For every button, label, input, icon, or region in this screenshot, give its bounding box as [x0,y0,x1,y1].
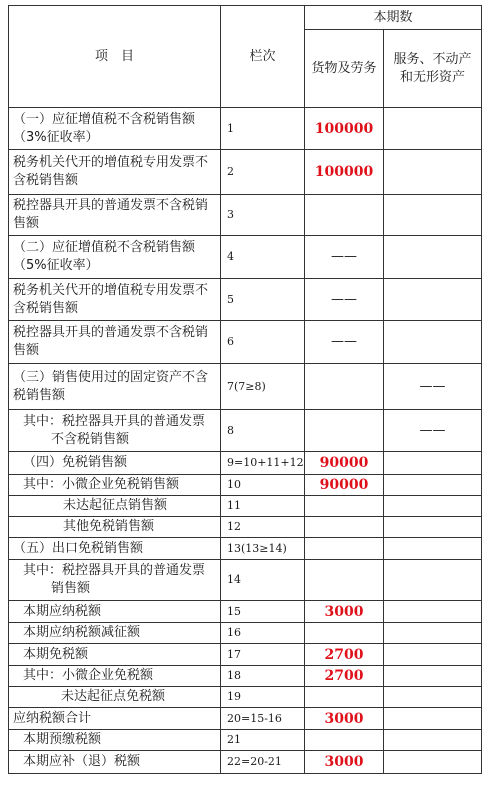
row-goods-value: 3000 [305,601,384,623]
row-item [9,410,221,452]
table-row [9,517,482,538]
table-row [9,623,482,644]
table-row [9,751,482,774]
table-row [9,364,482,410]
row-item-line1: 其中：税控器具开具的普通发票 [23,563,206,578]
row-item: 税务机关代开的增值税专用发票不含税销售额 [9,279,221,321]
row-item: （一）应征增值税不含税销售额（3%征收率） [9,108,221,150]
row-services-value [384,279,482,321]
row-item: 未达起征点免税额 [9,687,221,708]
row-line: 17 [221,644,305,666]
row-line: 1 [221,108,305,150]
row-line: 6 [221,321,305,364]
row-line: 22=20-21 [221,751,305,774]
row-item: 其中：小微企业免税销售额 [9,475,221,496]
row-line: 4 [221,236,305,279]
row-item-line2: 销售额 [51,581,91,596]
row-goods-value [305,538,384,560]
goods-header: 货物及劳务 [305,30,384,108]
row-goods-value [305,410,384,452]
row-item: 税控器具开具的普通发票不含税销售额 [9,321,221,364]
table-row [9,538,482,560]
row-services-value: —— [384,410,482,452]
row-goods-value: 3000 [305,751,384,774]
row-goods-value: 100000 [305,150,384,195]
table-row [9,708,482,730]
table-row [9,452,482,475]
table-row [9,195,482,236]
row-services-value [384,452,482,475]
row-item: （二）应征增值税不含税销售额（5%征收率） [9,236,221,279]
row-item: （三）销售使用过的固定资产不含税销售额 [9,364,221,410]
row-services-value [384,708,482,730]
row-goods-value [305,364,384,410]
row-item-line1: 其中：税控器具开具的普通发票 [23,413,206,429]
row-line: 14 [221,560,305,601]
row-item: 税务机关代开的增值税专用发票不含税销售额 [9,150,221,195]
table-row [9,730,482,751]
row-goods-value [305,730,384,751]
row-item [9,560,221,601]
row-line: 19 [221,687,305,708]
row-line: 12 [221,517,305,538]
row-goods-value: 100000 [305,108,384,150]
row-services-value [384,730,482,751]
row-services-value [384,195,482,236]
row-goods-value: 90000 [305,452,384,475]
row-goods-value: —— [305,321,384,364]
row-item: （五）出口免税销售额 [9,538,221,560]
table-row [9,560,482,601]
row-goods-value [305,560,384,601]
row-goods-value: 2700 [305,644,384,666]
row-goods-value [305,687,384,708]
row-services-value [384,601,482,623]
row-line: 5 [221,279,305,321]
row-item-line2: 不含税销售额 [51,431,130,447]
row-line: 10 [221,475,305,496]
row-item: 本期免税额 [9,644,221,666]
row-goods-value [305,517,384,538]
row-line: 7(7≥8) [221,364,305,410]
row-line: 8 [221,410,305,452]
table-row [9,236,482,279]
row-services-value: —— [384,364,482,410]
row-services-value [384,517,482,538]
row-goods-value: 90000 [305,475,384,496]
row-goods-value: 2700 [305,666,384,687]
period-header: 本期数 [305,6,482,30]
row-line: 18 [221,666,305,687]
row-services-value [384,687,482,708]
row-line: 9=10+11+12 [221,452,305,475]
row-line: 2 [221,150,305,195]
row-item: 应纳税额合计 [9,708,221,730]
row-services-value [384,150,482,195]
row-services-value [384,666,482,687]
row-item: 其中：小微企业免税额 [9,666,221,687]
row-services-value [384,108,482,150]
table-row [9,321,482,364]
table-row [9,687,482,708]
row-item: 本期应纳税额减征额 [9,623,221,644]
services-header: 服务、不动产和无形资产 [384,30,482,108]
row-item: 税控器具开具的普通发票不含税销售额 [9,195,221,236]
row-line: 15 [221,601,305,623]
item-header: 项 目 [9,6,221,108]
row-item: 本期预缴税额 [9,730,221,751]
row-item: （四）免税销售额 [9,452,221,475]
row-line: 13(13≥14) [221,538,305,560]
row-goods-value [305,195,384,236]
row-goods-value [305,496,384,517]
table-row [9,644,482,666]
table-row [9,279,482,321]
row-item: 其他免税销售额 [9,517,221,538]
row-services-value [384,560,482,601]
row-line: 20=15-16 [221,708,305,730]
row-goods-value: —— [305,279,384,321]
row-goods-value [305,623,384,644]
row-services-value [384,475,482,496]
row-item: 本期应补（退）税额 [9,751,221,774]
row-goods-value: 3000 [305,708,384,730]
table-row [9,666,482,687]
row-line: 21 [221,730,305,751]
table-row [9,475,482,496]
row-line: 3 [221,195,305,236]
table-row [9,108,482,150]
vat-return-table [8,5,482,774]
row-services-value [384,538,482,560]
row-item: 本期应纳税额 [9,601,221,623]
row-goods-value: —— [305,236,384,279]
table-row [9,410,482,452]
row-services-value [384,623,482,644]
row-services-value [384,496,482,517]
table-row [9,150,482,195]
row-item: 未达起征点销售额 [9,496,221,517]
row-line: 16 [221,623,305,644]
row-services-value [384,751,482,774]
table-row [9,496,482,517]
row-services-value [384,321,482,364]
table-row [9,601,482,623]
row-services-value [384,644,482,666]
line-header: 栏次 [221,6,305,108]
row-line: 11 [221,496,305,517]
row-services-value [384,236,482,279]
